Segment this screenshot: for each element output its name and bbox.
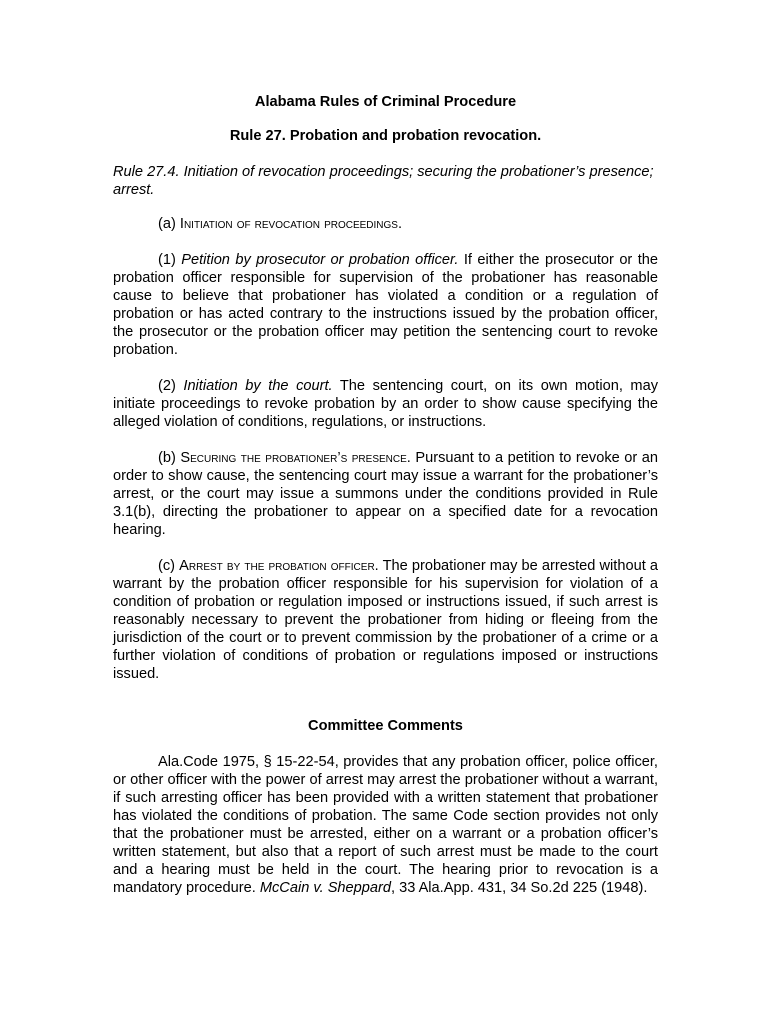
section-a-title: Initiation of revocation proceedings. [179,216,403,232]
section-c-heading: Arrest by the probation officer. [179,558,379,574]
section-c-body: The probationer may be arrested without a warrant by the probation officer responsible for his supervision for violation of a condition of probation or regulation imposed or instructions issued, if such arrest is reasonably necessary to prevent the probationer from hiding or fleeing from the jurisdiction of the court or to prevent commission by the probationer of a crime or a further violation of conditions of probation or regulations imposed or instructions issued. [113,558,659,682]
paragraph-1-body: If either the prosecutor or the probation officer responsible for supervision of the probationer has reasonable cause to believe that probationer has violated a condition or a regulation of probation or has acted contrary to the instructions issued by the probation officer, the prosecutor or the probation officer may petition the sentencing court to revoke probation. [113,252,658,358]
committee-comments-title: Committee Comments [308,718,463,734]
paragraph-1 [113,251,658,359]
section-a-prefix: (a) [158,216,180,232]
committee-comments-body [113,753,658,897]
rule-heading: Rule 27.4. Initiation of revocation proceedings; securing the probationer’s presence; arrest. [113,164,654,198]
paragraph-2 [113,377,658,431]
document-page [113,93,658,915]
paragraph-1-lead: Petition by prosecutor or probation officer. [181,252,459,268]
case-citation: , 33 Ala.App. 431, 34 So.2d 225 (1948). [390,880,648,896]
section-b-body: Pursuant to a petition to revoke or an order to show cause, the sentencing court may issue a warrant for the probationer’s arrest, or the court may issue a summons under the conditions provided in Rule 3.1(b), directing the probationer to appear on a specified date for a revocation hearing. [113,450,659,538]
rule-title: Rule 27. Probation and probation revocation. [229,128,542,144]
paragraph-2-body: The sentencing court, on its own motion, may initiate proceedings to revoke probation by an order to show cause specifying the alleged violation of conditions, regulations, or instructions. [113,378,659,430]
section-b-prefix: (b) [158,450,181,466]
section-b [113,449,658,539]
paragraph-2-lead: Initiation by the court. [183,378,333,394]
paragraph-1-number: (1) [158,252,182,268]
document-title: Alabama Rules of Criminal Procedure [254,94,517,110]
section-b-heading: Securing the probationer’s presence. [180,450,411,466]
section-c-prefix: (c) [158,558,180,574]
section-c [113,557,658,683]
paragraph-2-number: (2) [158,378,184,394]
committee-comments-text: Ala.Code 1975, § 15-22-54, provides that any probation officer, police officer, or other officer with the power of arrest may arrest the probationer without a warrant, if such arresting officer has been provided with a written statement that probationer has violated the conditions of probation. The same Code section provides not only that the probationer must be arrested, either on a warrant or a probation officer’s written statement, but also that a report of such arrest must be made to the court and a hearing must be held in the court. The hearing prior to revocation is a mandatory procedure. [113,754,658,896]
case-name: McCain v. Sheppard [259,880,391,896]
section-a-heading [113,215,658,233]
